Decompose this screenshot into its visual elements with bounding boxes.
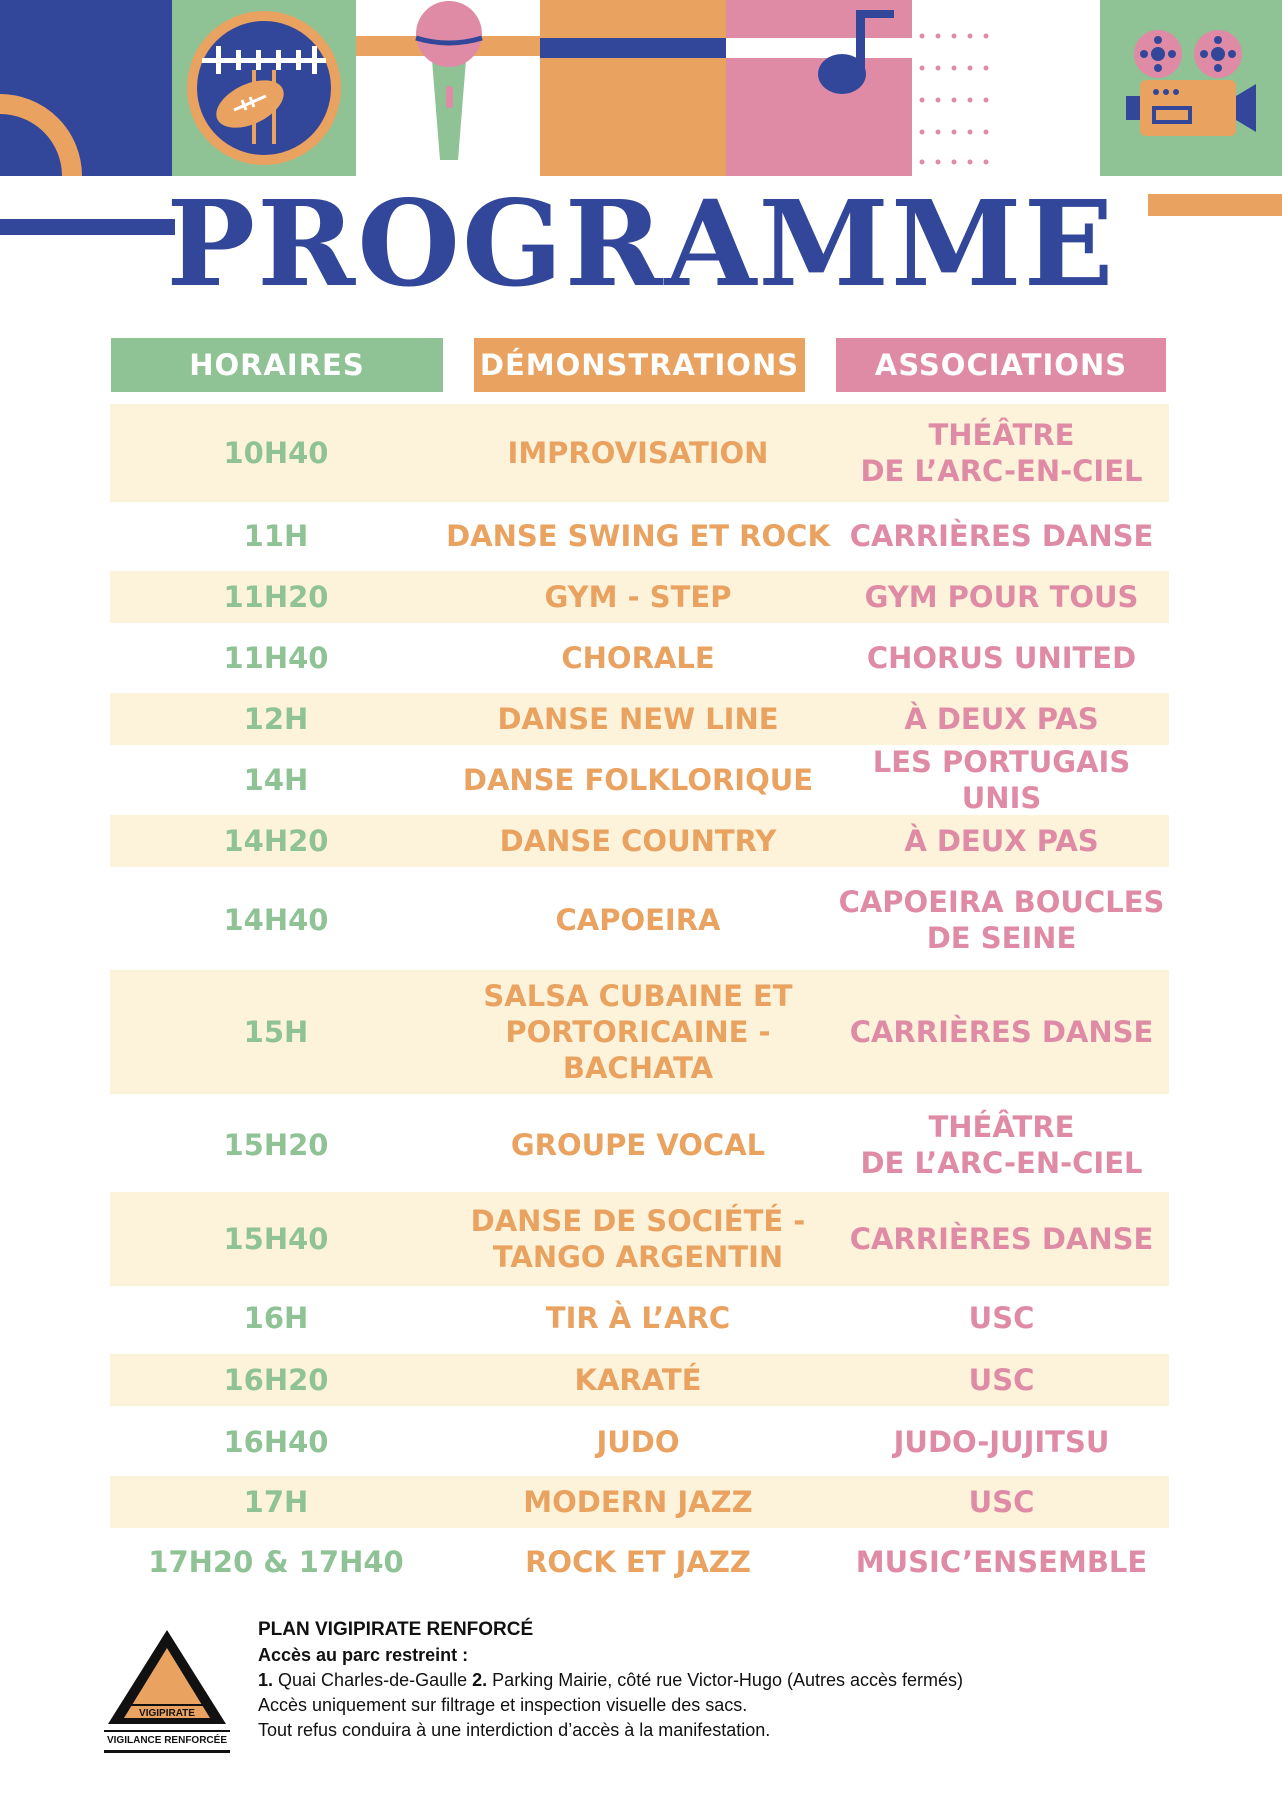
demonstration-cell: KARATÉ xyxy=(574,1363,702,1397)
access-1-text: Quai Charles-de-Gaulle xyxy=(278,1670,468,1690)
demonstration-cell: DANSE COUNTRY xyxy=(499,824,777,858)
demonstration-cell: ROCK ET JAZZ xyxy=(525,1545,751,1579)
demonstration-cell: DANSE DE SOCIÉTÉ - TANGO ARGENTIN xyxy=(470,1204,806,1274)
demonstration-cell: DANSE SWING ET ROCK xyxy=(446,519,830,553)
demonstration-cell: MODERN JAZZ xyxy=(523,1485,753,1519)
association-cell: THÉÂTRE DE L’ARC-EN-CIEL xyxy=(860,418,1143,488)
demonstration-cell: CAPOEIRA xyxy=(555,903,721,937)
time-cell: 16H xyxy=(243,1301,309,1335)
table-row xyxy=(110,1100,1169,1190)
header-banner xyxy=(0,0,1282,176)
logo-name: VIGIPIRATE xyxy=(139,1708,195,1719)
association-cell: CARRIÈRES DANSE xyxy=(849,1222,1154,1256)
table-row xyxy=(110,1535,1169,1589)
table-row xyxy=(110,510,1169,562)
access-2-number: 2. xyxy=(472,1670,488,1690)
demonstration-cell: TIR À L’ARC xyxy=(545,1301,731,1335)
table-row xyxy=(110,970,1169,1094)
banner-block-orange xyxy=(540,0,726,176)
access-1-number: 1. xyxy=(258,1670,274,1690)
demonstration-cell: GROUPE VOCAL xyxy=(510,1128,766,1162)
warning-triangle-icon xyxy=(104,1626,230,1754)
banner-block-dots xyxy=(912,0,1100,176)
demonstration-cell: CHORALE xyxy=(561,641,715,675)
notice-refusal-line: Tout refus conduira à une interdiction d’accès à la manifestation. xyxy=(258,1720,771,1740)
time-cell: 14H20 xyxy=(223,824,329,858)
demonstration-cell: GYM - STEP xyxy=(544,580,732,614)
music-note-icon xyxy=(726,0,912,176)
banner-block-projector xyxy=(1100,0,1282,176)
demonstration-cell: DANSE FOLKLORIQUE xyxy=(462,763,814,797)
notice-access-heading: Accès au parc restreint : xyxy=(258,1645,469,1665)
film-projector-icon xyxy=(1100,0,1282,176)
association-cell: USC xyxy=(968,1301,1035,1335)
table-row xyxy=(110,1476,1169,1528)
association-cell: USC xyxy=(968,1485,1035,1519)
header-demonstrations: DÉMONSTRATIONS xyxy=(474,338,805,392)
security-notice xyxy=(258,1617,963,1743)
association-cell: JUDO-JUJITSU xyxy=(893,1425,1110,1459)
table-row xyxy=(110,632,1169,684)
dot-pattern xyxy=(912,0,1100,176)
time-cell: 11H20 xyxy=(223,580,329,614)
time-cell: 15H xyxy=(243,1015,309,1049)
association-cell: CAPOEIRA BOUCLES DE SEINE xyxy=(838,885,1165,955)
demonstration-cell: DANSE NEW LINE xyxy=(497,702,779,736)
demonstration-cell: IMPROVISATION xyxy=(507,436,769,470)
vigipirate-logo xyxy=(104,1626,230,1754)
association-cell: CHORUS UNITED xyxy=(866,641,1137,675)
time-cell: 14H40 xyxy=(223,903,329,937)
page-title: PROGRAMME xyxy=(166,174,1116,313)
table-row xyxy=(110,1354,1169,1406)
time-cell: 14H xyxy=(243,763,309,797)
microphone-icon xyxy=(356,0,540,176)
banner-block-microphone xyxy=(356,0,540,176)
table-row xyxy=(110,693,1169,745)
association-cell: CARRIÈRES DANSE xyxy=(849,1015,1154,1049)
notice-title: PLAN VIGIPIRATE RENFORCÉ xyxy=(258,1619,534,1640)
association-cell: À DEUX PAS xyxy=(904,702,1099,736)
table-row xyxy=(110,1292,1169,1344)
time-cell: 16H40 xyxy=(223,1425,329,1459)
notice-filter-line: Accès uniquement sur filtrage et inspection visuelle des sacs. xyxy=(258,1695,748,1715)
table-row xyxy=(110,1192,1169,1286)
table-row xyxy=(110,1416,1169,1468)
header-horaires: HORAIRES xyxy=(111,338,443,392)
time-cell: 16H20 xyxy=(223,1363,329,1397)
association-cell: THÉÂTRE DE L’ARC-EN-CIEL xyxy=(860,1110,1143,1180)
banner-block-music xyxy=(726,0,912,176)
table-row xyxy=(110,571,1169,623)
time-cell: 11H xyxy=(243,519,309,553)
association-cell: CARRIÈRES DANSE xyxy=(849,519,1154,553)
association-cell: MUSIC’ENSEMBLE xyxy=(855,1545,1148,1579)
time-cell: 10H40 xyxy=(223,436,329,470)
association-cell: LES PORTUGAIS UNIS xyxy=(872,745,1131,815)
demonstration-cell: SALSA CUBAINE ET PORTORICAINE - BACHATA xyxy=(483,979,793,1085)
banner-block-football xyxy=(172,0,356,176)
banner-block-arc xyxy=(0,0,172,176)
header-associations: ASSOCIATIONS xyxy=(836,338,1166,392)
time-cell: 17H20 & 17H40 xyxy=(148,1545,404,1579)
association-cell: USC xyxy=(968,1363,1035,1397)
football-icon xyxy=(172,0,356,176)
association-cell: GYM POUR TOUS xyxy=(864,580,1139,614)
association-cell: À DEUX PAS xyxy=(904,824,1099,858)
table-row xyxy=(110,815,1169,867)
time-cell: 11H40 xyxy=(223,641,329,675)
time-cell: 15H40 xyxy=(223,1222,329,1256)
arc-shape xyxy=(0,0,172,176)
time-cell: 15H20 xyxy=(223,1128,329,1162)
logo-caption: VIGILANCE RENFORCÉE xyxy=(106,1735,228,1746)
table-row xyxy=(110,874,1169,966)
access-2-text: Parking Mairie, côté rue Victor-Hugo (Autres accès fermés) xyxy=(492,1670,964,1690)
table-row xyxy=(110,745,1169,815)
notice-access-points xyxy=(258,1668,963,1693)
table-row xyxy=(110,404,1169,502)
demonstration-cell: JUDO xyxy=(596,1425,680,1459)
time-cell: 17H xyxy=(243,1485,309,1519)
time-cell: 12H xyxy=(243,702,309,736)
